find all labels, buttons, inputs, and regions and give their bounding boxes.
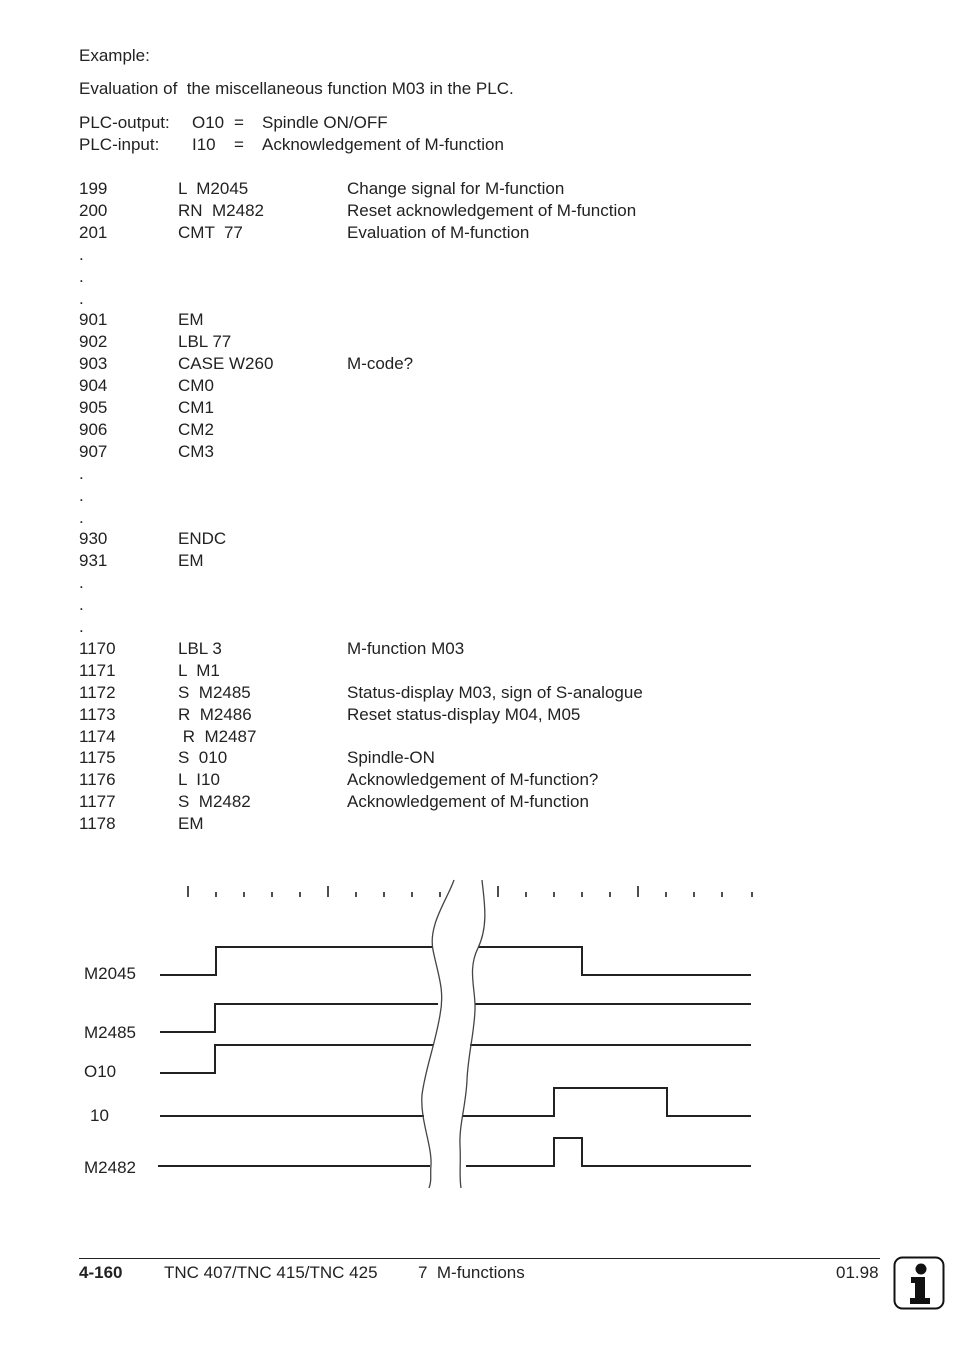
plc-instruction: CM0 bbox=[178, 376, 214, 395]
time-ticks bbox=[188, 886, 752, 897]
io-equals: = bbox=[234, 113, 244, 132]
line-number: 930 bbox=[79, 529, 108, 548]
line-number: 1178 bbox=[79, 814, 116, 833]
waveform-m2045 bbox=[478, 947, 751, 975]
line-number: . bbox=[79, 617, 84, 636]
time-break-line bbox=[460, 880, 485, 1188]
plc-instruction: S 010 bbox=[178, 748, 228, 767]
plc-instruction: S M2482 bbox=[178, 792, 251, 811]
waveform-m2485 bbox=[160, 1004, 438, 1032]
io-name: PLC-input: bbox=[79, 135, 160, 154]
section-title: 7 M-functions bbox=[418, 1263, 525, 1282]
line-number: 1172 bbox=[79, 683, 116, 702]
line-number: . bbox=[79, 464, 84, 483]
plc-instruction: L M2045 bbox=[178, 179, 249, 198]
plc-instruction: EM bbox=[178, 551, 204, 570]
example-description: Evaluation of the miscellaneous function M03 in the PLC. bbox=[79, 79, 514, 98]
plc-instruction: S M2485 bbox=[178, 683, 251, 702]
line-number: 931 bbox=[79, 551, 108, 570]
plc-instruction: CMT 77 bbox=[178, 223, 243, 242]
plc-instruction: CM2 bbox=[178, 420, 214, 439]
line-number: . bbox=[79, 595, 84, 614]
signal-label: M2485 bbox=[84, 1023, 136, 1042]
io-name: PLC-output: bbox=[79, 113, 170, 132]
waveform-i10 bbox=[462, 1088, 751, 1116]
line-number: . bbox=[79, 245, 84, 264]
instruction-comment: Reset status-display M04, M05 bbox=[347, 705, 581, 724]
revision-date: 01.98 bbox=[836, 1263, 879, 1282]
io-description: Acknowledgement of M-function bbox=[262, 135, 504, 154]
signal-label: M2045 bbox=[84, 964, 136, 983]
instruction-comment: Acknowledgement of M-function bbox=[347, 792, 589, 811]
plc-instruction: RN M2482 bbox=[178, 201, 264, 220]
footer-rule bbox=[79, 1258, 880, 1259]
plc-instruction: ENDC bbox=[178, 529, 227, 548]
page-number: 4-160 bbox=[79, 1263, 123, 1282]
instruction-comment: M-function M03 bbox=[347, 639, 465, 658]
line-number: 1173 bbox=[79, 705, 116, 724]
plc-instruction: CM3 bbox=[178, 442, 214, 461]
plc-instruction: L M1 bbox=[178, 661, 220, 680]
line-number: 201 bbox=[79, 223, 108, 242]
timing-waveforms bbox=[0, 870, 954, 1200]
waveform-o10 bbox=[160, 1045, 433, 1073]
line-number: 904 bbox=[79, 376, 108, 395]
instruction-comment: Acknowledgement of M-function? bbox=[347, 770, 599, 789]
instruction-comment: Reset acknowledgement of M-function bbox=[347, 201, 637, 220]
plc-instruction: CM1 bbox=[178, 398, 214, 417]
io-equals: = bbox=[234, 135, 244, 154]
line-number: 905 bbox=[79, 398, 108, 417]
line-number: . bbox=[79, 267, 84, 286]
line-number: 1170 bbox=[79, 639, 116, 658]
info-icon bbox=[893, 1256, 945, 1310]
line-number: . bbox=[79, 508, 84, 527]
instruction-comment: Evaluation of M-function bbox=[347, 223, 530, 242]
plc-instruction: L I10 bbox=[178, 770, 220, 789]
example-label: Example: bbox=[79, 46, 150, 65]
plc-instruction: R M2486 bbox=[178, 705, 252, 724]
line-number: 906 bbox=[79, 420, 108, 439]
time-break-line bbox=[422, 880, 454, 1188]
line-number: 1171 bbox=[79, 661, 116, 680]
io-address: O10 bbox=[192, 113, 225, 132]
line-number: . bbox=[79, 486, 84, 505]
line-number: 907 bbox=[79, 442, 108, 461]
line-number: 903 bbox=[79, 354, 108, 373]
plc-instruction: LBL 77 bbox=[178, 332, 232, 351]
io-address: I10 bbox=[192, 135, 216, 154]
line-number: 1174 bbox=[79, 727, 116, 746]
waveform-m2482 bbox=[466, 1138, 751, 1166]
instruction-comment: Change signal for M-function bbox=[347, 179, 565, 198]
plc-instruction: EM bbox=[178, 310, 204, 329]
instruction-comment: Status-display M03, sign of S-analogue bbox=[347, 683, 643, 702]
line-number: 901 bbox=[79, 310, 108, 329]
line-number: 1176 bbox=[79, 770, 116, 789]
instruction-comment: Spindle-ON bbox=[347, 748, 435, 767]
time-break bbox=[422, 880, 485, 1188]
line-number: . bbox=[79, 289, 84, 308]
product-name: TNC 407/TNC 415/TNC 425 bbox=[164, 1263, 378, 1282]
plc-instruction: LBL 3 bbox=[178, 639, 222, 658]
instruction-comment: M-code? bbox=[347, 354, 414, 373]
signal-label: 10 bbox=[90, 1106, 109, 1125]
line-number: 199 bbox=[79, 179, 108, 198]
plc-instruction: CASE W260 bbox=[178, 354, 274, 373]
line-number: 200 bbox=[79, 201, 108, 220]
line-number: 1177 bbox=[79, 792, 116, 811]
waveform-m2045 bbox=[160, 947, 433, 975]
signal-label: M2482 bbox=[84, 1158, 136, 1177]
io-description: Spindle ON/OFF bbox=[262, 113, 388, 132]
plc-instruction: R M2487 bbox=[178, 727, 257, 746]
line-number: 902 bbox=[79, 332, 108, 351]
signal-label: O10 bbox=[84, 1062, 117, 1081]
plc-instruction: EM bbox=[178, 814, 204, 833]
line-number: 1175 bbox=[79, 748, 116, 767]
line-number: . bbox=[79, 573, 84, 592]
